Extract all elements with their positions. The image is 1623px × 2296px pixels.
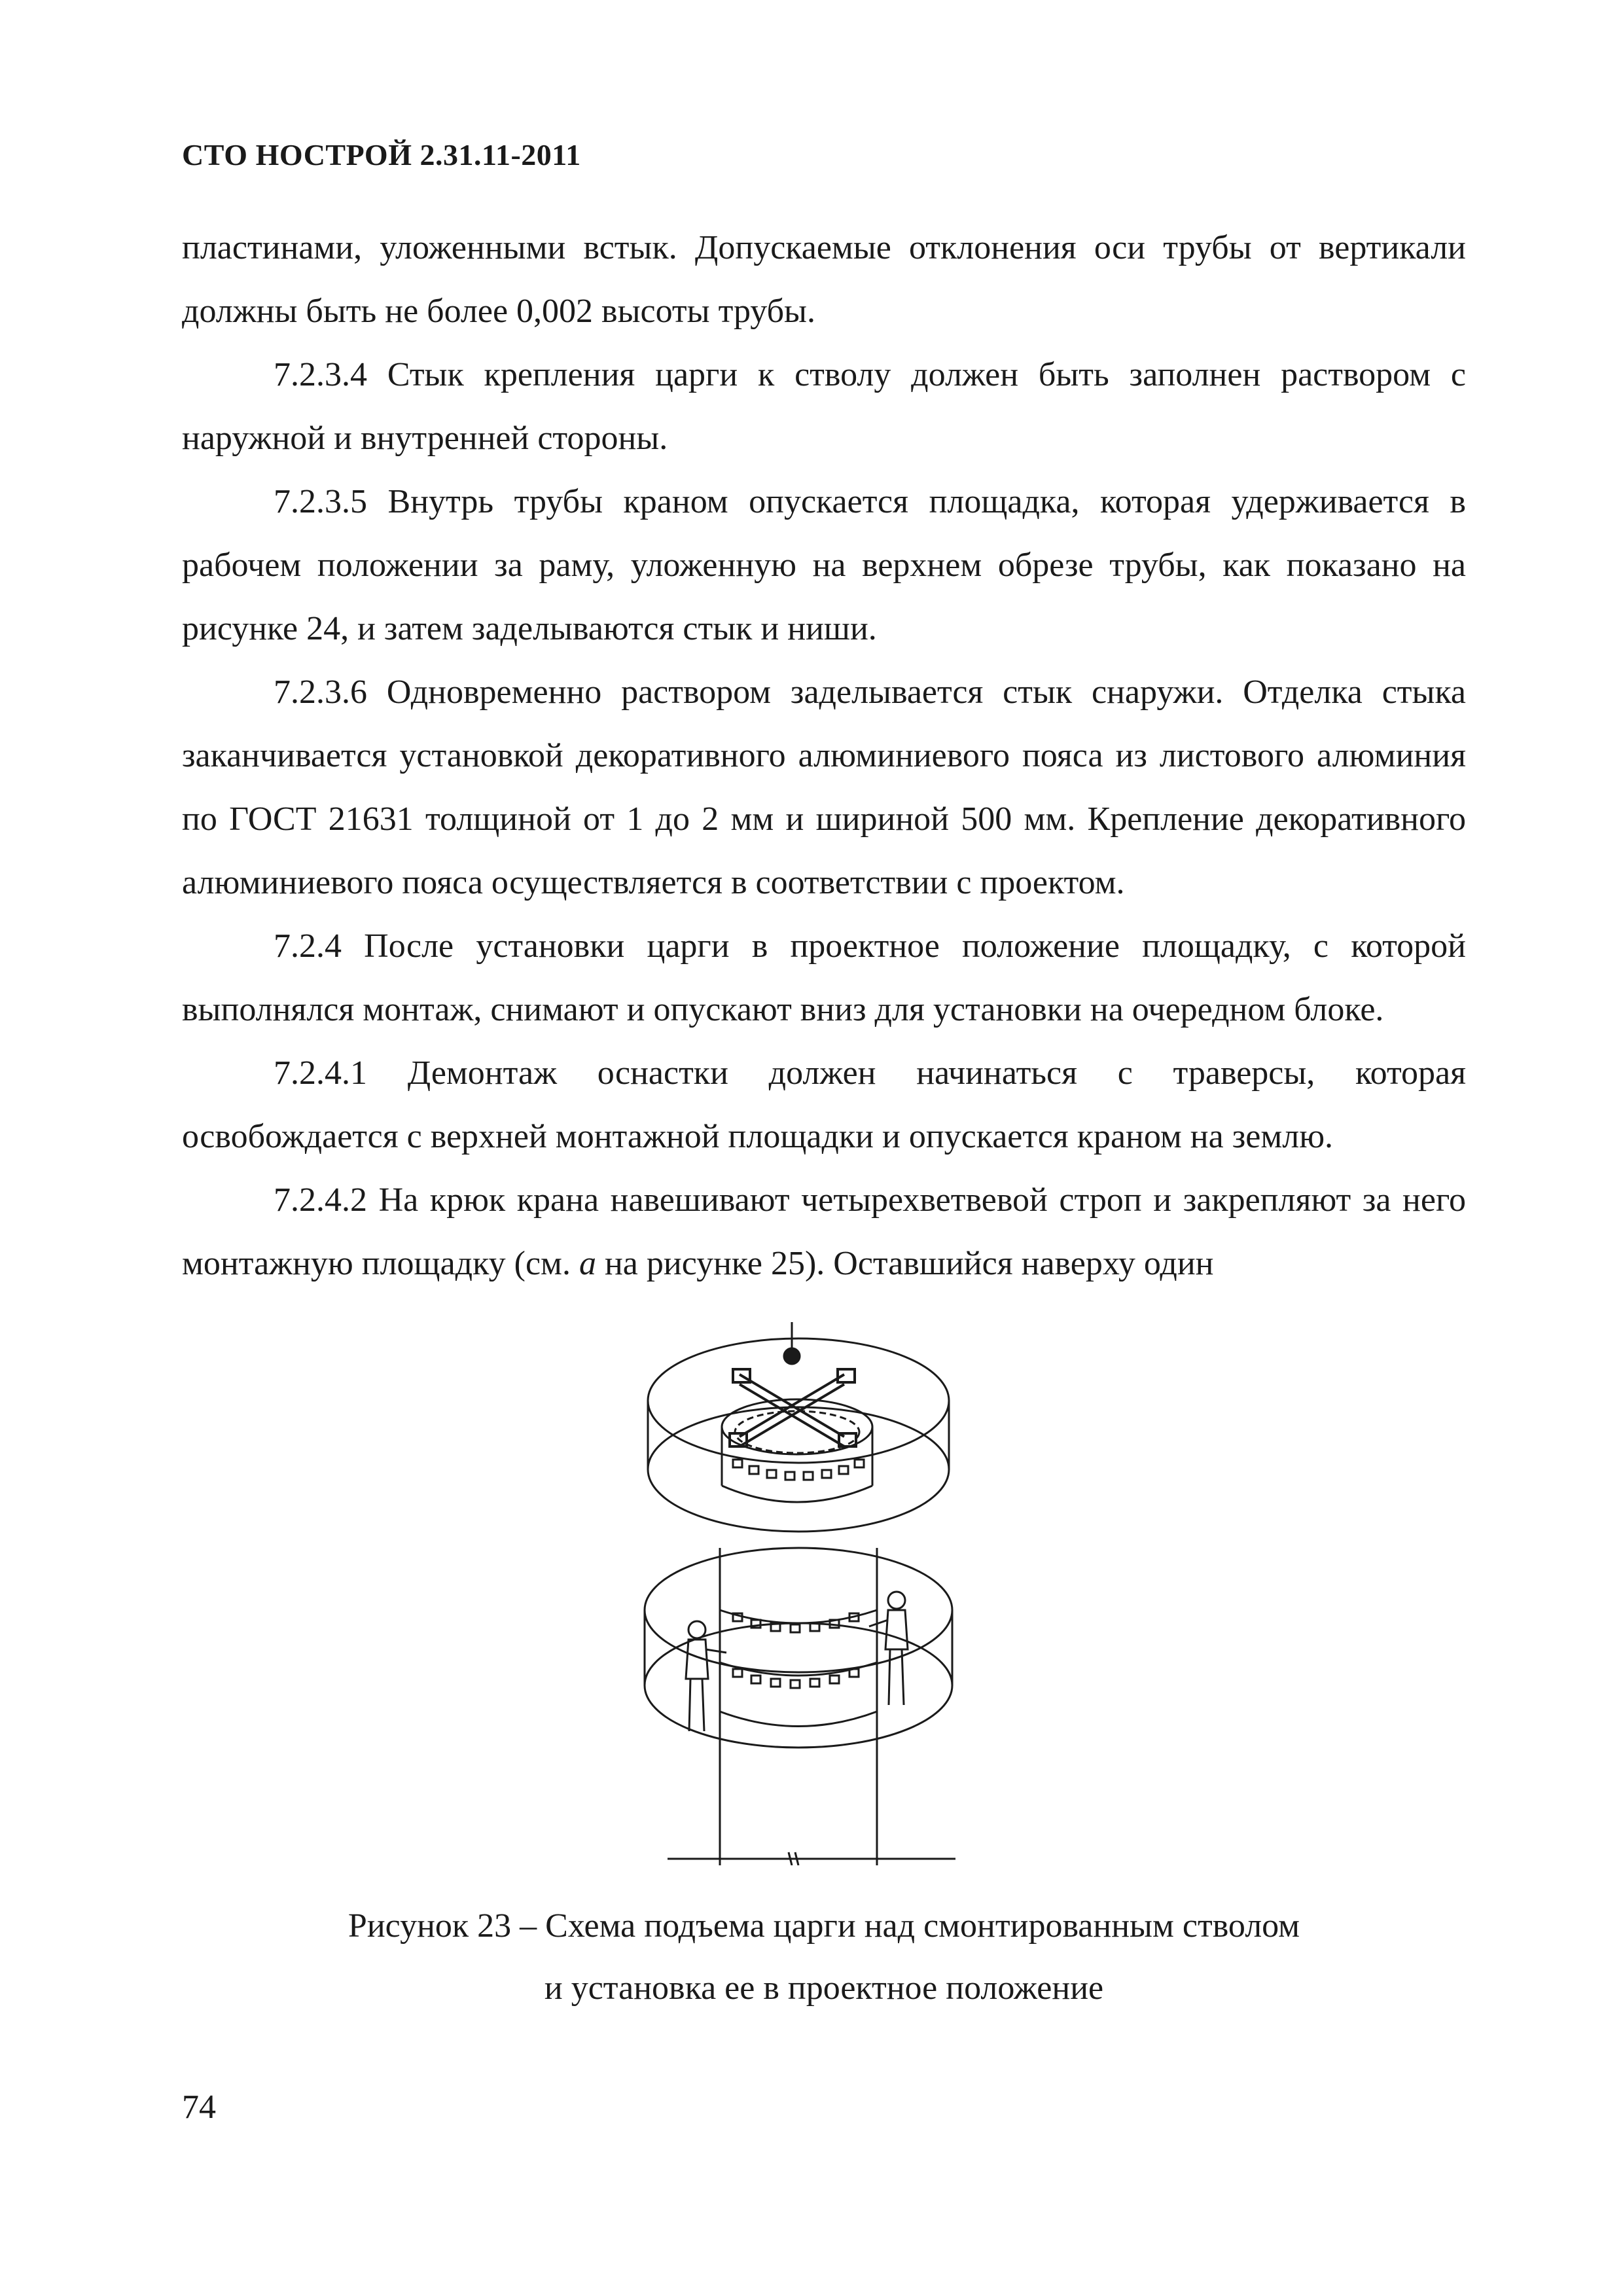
worker-right-icon [869, 1592, 908, 1705]
page-number: 74 [182, 2089, 216, 2126]
figure-drawing [628, 1322, 995, 1865]
paragraph-7-2-3-6: 7.2.3.6 Одновременно раствором заделывается стык снаружи. Отделка стыка заканчивается установкой декоративного алюминиевого пояса из листового алюминия по ГОСТ 21631 толщиной от 1 до 2 мм и шириной 500 мм. Крепление декоративного алюминиевого пояса осуществляется в соответствии с проектом. [182, 673, 1466, 901]
document-header: СТО НОСТРОЙ 2.31.11-2011 [182, 138, 581, 171]
paragraph-text-before: 7.2.4.2 На крюк крана навешивают четырехветвевой строп и закрепляют за него монтажную площадку (см. [182, 1181, 1466, 1282]
chimney-shaft [720, 1548, 877, 1865]
crane-hook-icon [784, 1322, 800, 1364]
paragraph-7-2-3-4: 7.2.3.4 Стык крепления царги к стволу должен быть заполнен раствором с наружной и внутренней стороны. [182, 356, 1466, 457]
paragraph-continuation: пластинами, уложенными встык. Допускаемые отклонения оси трубы от вертикали должны быть не более 0,002 высоты трубы. [182, 229, 1466, 330]
paragraph-7-2-4-2 [182, 1168, 1466, 1295]
paragraph-7-2-4-1: 7.2.4.1 Демонтаж оснастки должен начинаться с траверсы, которая освобождается с верхней монтажной площадки и опускается краном на землю. [182, 1054, 1466, 1155]
chimney-segment-lift-illustration [628, 1322, 995, 1865]
raised-segment [722, 1399, 872, 1502]
ground-line [668, 1852, 955, 1865]
figure-reference-letter: а [579, 1245, 596, 1282]
figure-caption-line-2: и установка ее в проектное положение [544, 1969, 1104, 2007]
paragraph-7-2-4: 7.2.4 После установки царги в проектное положение площадку, с которой выполнялся монтаж, снимают и опускают вниз для установки на очередном блоке. [182, 927, 1466, 1028]
paragraph-text-after: на рисунке 25). Оставшийся наверху один [596, 1245, 1214, 1282]
lower-platform [645, 1548, 952, 1748]
figure-caption [182, 1895, 1466, 2019]
body-text [182, 216, 1466, 1295]
paragraph-7-2-3-5: 7.2.3.5 Внутрь трубы краном опускается площадка, которая удерживается в рабочем положении за раму, уложенную на верхнем обрезе трубы, как показано на рисунке 24, и затем заделываются стык и ниши. [182, 483, 1466, 647]
figure-caption-line-1: Рисунок 23 – Схема подъема царги над смонтированным стволом [348, 1907, 1300, 1945]
